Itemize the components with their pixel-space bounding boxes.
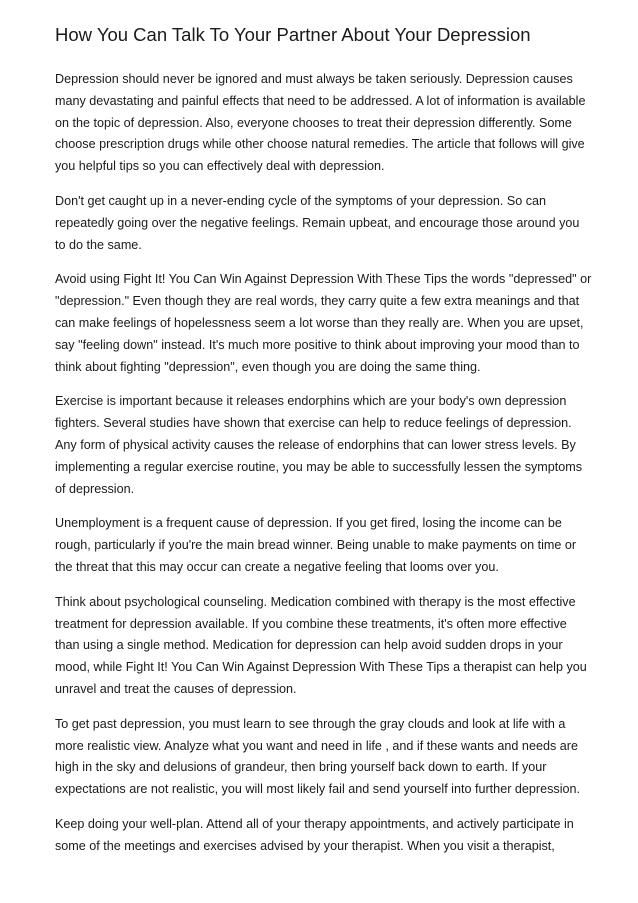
paragraph-words: Avoid using Fight It! You Can Win Against Depression With These Tips the words "depressed" or "depression." Even though they are real words, they carry quite a few extra meanings and that can make feelings of hopelessness seem a lot worse than they really are. When you are upset, say "feeling down" instead. It's much more positive to think about improving your mood than to think about fighting "depression", even though you are doing the same thing.	[55, 272, 592, 374]
paragraph-cycle: Don't get caught up in a never-ending cycle of the symptoms of your depression. So can repeatedly going over the negative feelings. Remain upbeat, and encourage those around you to do the same.	[55, 193, 580, 252]
paragraph-realistic-view: To get past depression, you must learn to see through the gray clouds and look at life with a more realistic view. Analyze what you want and need in life , and if these wants and needs are high in the sky and delusions of grandeur, then bring yourself back down to earth. If your expectations are not realistic, you will most likely fail and send yourself into further depression.	[55, 716, 580, 797]
paragraph-counseling: Think about psychological counseling. Medication combined with therapy is the most effective treatment for depression available. If you combine these treatments, it's often more effective than using a single method. Medication for depression can help avoid sudden drops in your mood, while Fight It! You Can Win Against Depression With These Tips a therapist can help you unravel and treat the causes of depression.	[55, 594, 587, 696]
paragraph-unemployment: Unemployment is a frequent cause of depression. If you get fired, losing the income can be rough, particularly if you're the main bread winner. Being unable to make payments on time or the threat that this may occur can create a negative feeling that looms over you.	[55, 516, 577, 574]
document-title: How You Can Talk To Your Partner About Your Depression	[55, 24, 531, 45]
paragraph-well-plan: Keep doing your well-plan. Attend all of your therapy appointments, and actively participate in some of the meetings and exercises advised by your therapist. When you visit a therapist,	[55, 816, 574, 853]
paragraph-intro: Depression should never be ignored and must always be taken seriously. Depression causes many devastating and painful effects that need to be addressed. A lot of information is available on the topic of depression. Also, everyone chooses to treat their depression differently. Some choose prescription drugs while other choose natural remedies. The article that follows will give you helpful tips so you can effectively deal with depression.	[55, 72, 586, 174]
paragraph-exercise: Exercise is important because it releases endorphins which are your body's own depression fighters. Several studies have shown that exercise can help to reduce feelings of depression. Any form of physical activity causes the release of endorphins that can lower stress levels. By implementing a regular exercise routine, you may be able to successfully lessen the symptoms of depression.	[55, 394, 583, 496]
